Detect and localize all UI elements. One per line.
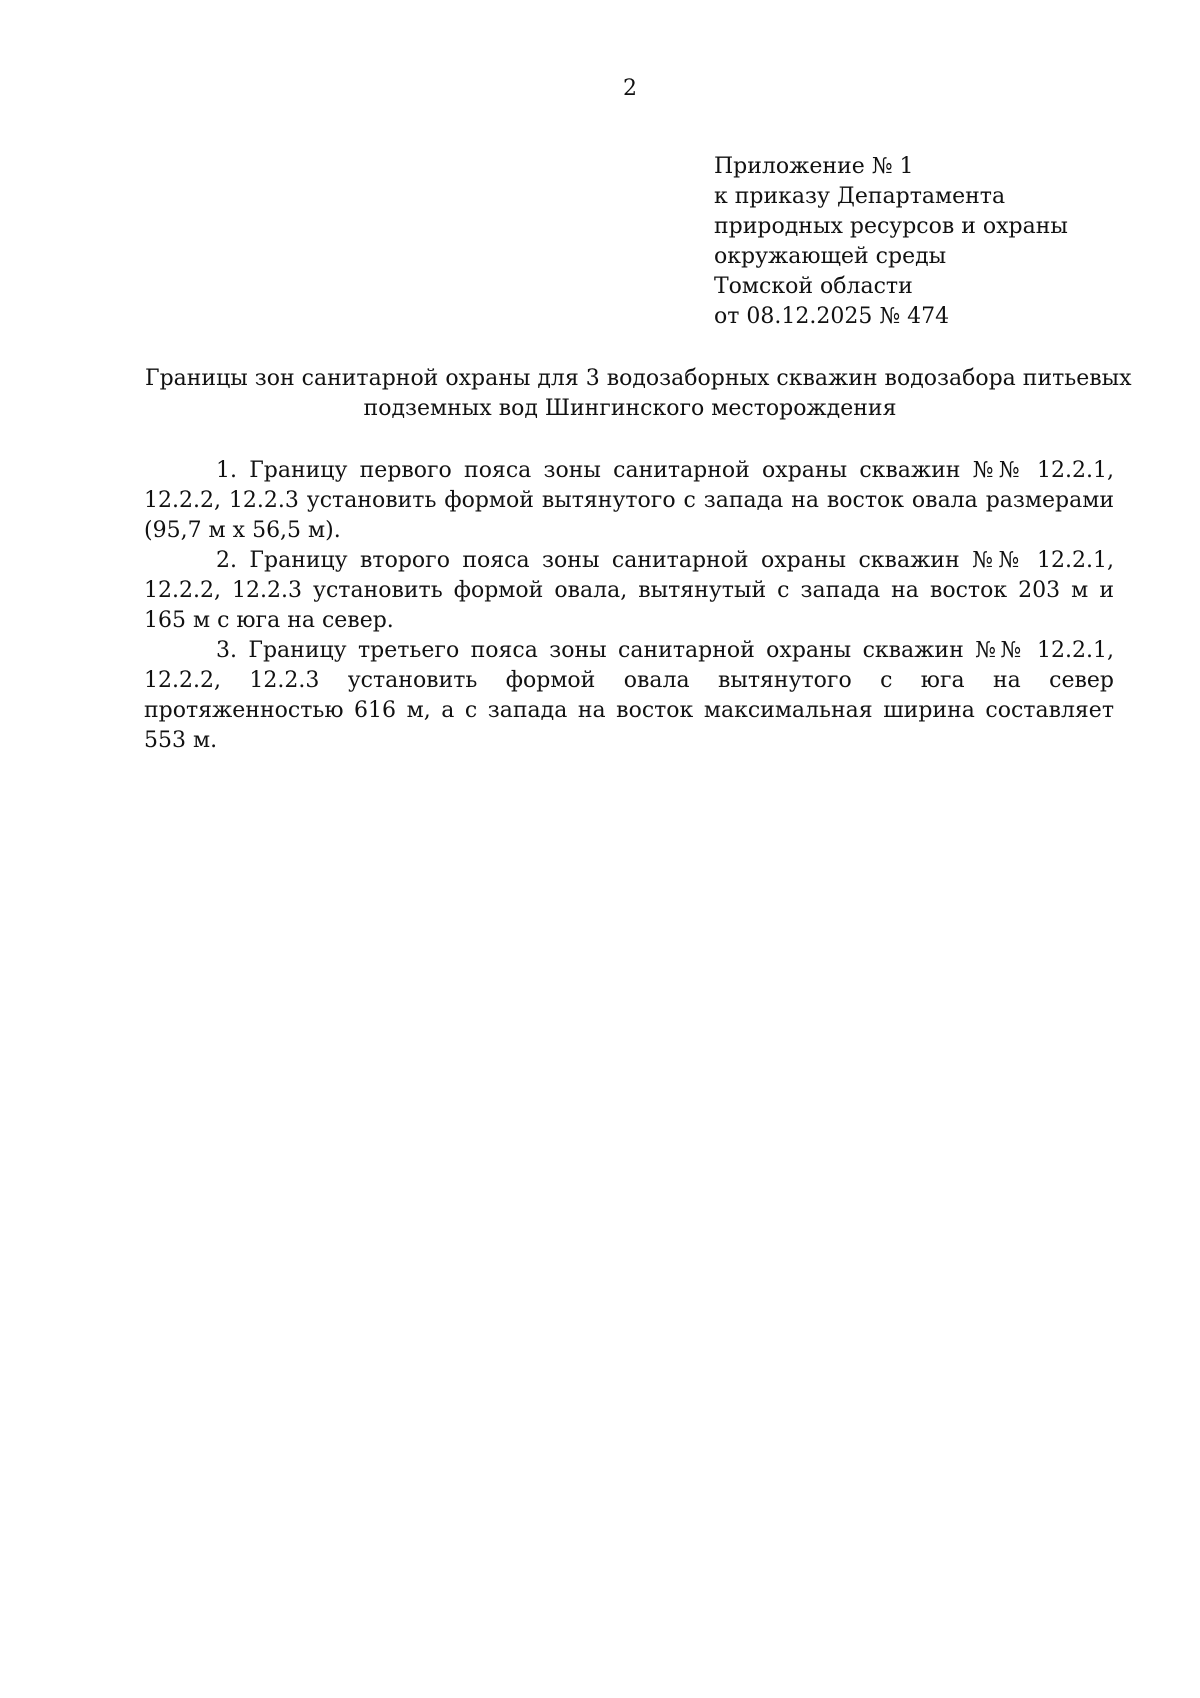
document-body [144,456,1114,756]
appendix-line: Приложение № 1 [714,154,914,179]
appendix-line: от 08.12.2025 № 474 [714,304,950,329]
appendix-line: к приказу Департамента [714,184,1006,209]
appendix-header [714,152,1154,332]
page-number: 2 [623,76,637,101]
document-title [145,364,1132,424]
appendix-line: Томской области [714,274,913,299]
appendix-line: окружающей среды [714,244,947,269]
title-line-1: Границы зон санитарной охраны для 3 водозаборных скважин водозабора питьевых [145,366,1132,391]
clause-1: 1. Границу первого пояса зоны санитарной охраны скважин №№ 12.2.1, 12.2.2, 12.2.3 установить формой вытянутого с запада на восток овала размерами (95,7 м х 56,5 м). [144,458,1114,543]
clause-2: 2. Границу второго пояса зоны санитарной охраны скважин №№ 12.2.1, 12.2.2, 12.2.3 установить формой овала, вытянутый с запада на восток 203 м и 165 м с юга на север. [144,548,1114,633]
appendix-line: природных ресурсов и охраны [714,214,1068,239]
clause-3: 3. Границу третьего пояса зоны санитарной охраны скважин №№ 12.2.1, 12.2.2, 12.2.3 установить формой овала вытянутого с юга на север протяженностью 616 м, а с запада на восток максимальная ширина составляет 553 м. [144,638,1114,753]
title-line-2: подземных вод Шингинского месторождения [363,396,897,421]
